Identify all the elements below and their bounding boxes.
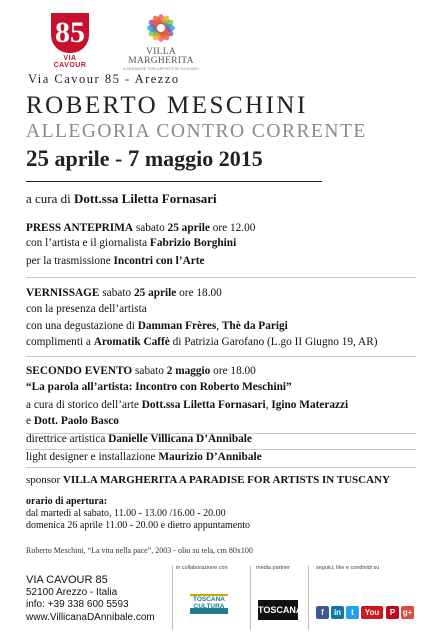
hours-line-1: dal martedì al sabato, 11.00 - 13.00 /16.00 - 20.00 [26,508,226,519]
villa-name-line2: MARGHERITA [128,56,194,66]
end-day: 7 [127,146,140,171]
facebook-icon[interactable]: f [316,606,329,619]
vernissage-heading: VERNISSAGE [26,287,100,299]
credit-director [26,432,252,447]
logo-number: 85 [51,13,89,53]
tv-program: Incontri con l’Arte [113,255,205,267]
press-line-3 [26,254,205,269]
toscana-cultura-text: TOSCANA CULTURA [192,596,226,610]
tasting-brand-2: Thè da Parigi [221,320,288,332]
light-designer-name: Maurizio D’Annibale [158,451,262,463]
twitter-icon[interactable]: t [346,606,359,619]
press-l3a: per la trasmissione [26,255,114,267]
press-heading-line [26,221,255,236]
footer-contact [26,574,155,624]
footer-city: 52100 Arezzo - Italia [26,586,118,598]
start-day: 25 [26,146,49,171]
secondo-when1: sabato [132,365,167,377]
press-when1: sabato [133,222,168,234]
footer-street: VIA CAVOUR 85 [26,574,108,586]
secondo-time: ore 18.00 [210,365,256,377]
villa-name-line1: VILLA [146,47,176,57]
secondo-heading: SECONDO EVENTO [26,365,133,377]
light-label: light designer e installazione [26,451,159,463]
press-line-2 [26,236,236,251]
secondo-line-3 [26,398,348,413]
press-l2a: con l’artista e il giornalista [26,237,150,249]
villa-margherita-logo [118,8,204,70]
vernissage-time: ore 18.00 [176,287,222,299]
youtube-icon[interactable]: You [361,606,383,619]
sponsor-prefix: sponsor [26,474,63,486]
hours-title: orario di apertura: [26,496,108,507]
toscana-tv-logo[interactable]: TOSCANA [258,600,298,620]
divider [26,356,416,357]
footer-separator [308,566,309,630]
exhibition-dates [26,146,263,172]
end-month-year: maggio 2015 [139,146,263,171]
flower-logo-icon [118,8,204,48]
vernissage-line-2: con la presenza dell’artista [26,303,147,315]
cafe-name: Aromatik Caffè [93,336,170,348]
vernissage-heading-line [26,286,222,301]
credit-light [26,450,262,465]
vernissage-day: 25 aprile [133,287,177,299]
sponsor-name: VILLA MARGHERITA A PARADISE FOR ARTISTS IN TUSCANY [62,474,390,486]
linkedin-icon[interactable]: in [331,606,344,619]
curator-prefix: a cura di [26,191,75,206]
google-plus-icon[interactable]: g+ [402,608,413,617]
footer-separator [250,566,251,630]
secondo-heading-line [26,364,256,379]
divider [26,277,416,278]
secondo-line-4 [26,414,119,429]
footer-website[interactable]: www.VillicanaDAnnibale.com [26,611,155,623]
curator-line [26,191,217,207]
vernissage-line-4 [26,335,378,350]
journalist-name: Fabrizio Borghini [149,237,237,249]
footer-separator [172,566,173,630]
pinterest-icon[interactable]: P [386,606,399,619]
vernissage-l3a: con una degustazione di [26,320,138,332]
artwork-caption: Roberto Meschini, “La vita nella pace”, 2003 - olio su tela, cm 80x100 [26,546,253,555]
vernissage-l4a: complimenti a [26,336,94,348]
vernissage-line-3 [26,319,288,334]
curator-name: Dott.ssa Liletta Fornasari [74,191,217,206]
toscana-cultura-logo[interactable] [186,582,232,620]
media-label: media partner [256,565,290,571]
vernissage-when1: sabato [99,287,134,299]
villa-tagline: A PARADISE FOR ARTISTS IN TUSCANY [122,66,200,71]
vernissage-l4c: di Patrizia Garofano (L.go II Giugno 19, AR) [169,336,378,348]
press-day: 25 aprile [167,222,210,234]
secondo-line-2 [26,380,292,395]
director-label: direttrice artistica [26,433,109,445]
villa-name [118,48,204,66]
collab-label: in collaborazione con [176,565,228,571]
divider [26,467,416,468]
vernissage-l3c: , [216,320,222,332]
exhibition-title: ALLEGORIA CONTRO CORRENTE [26,121,367,142]
opening-hours [26,496,250,532]
speaker-2: Igino Materazzi [271,399,349,411]
press-heading: PRESS ANTEPRIMA [26,222,134,234]
tasting-brand-1: Damman Frères [137,320,217,332]
secondo-l4a: e [26,415,34,427]
speaker-3: Dott. Paolo Basco [33,415,119,427]
secondo-l3c: , [265,399,272,411]
logo-sub: VIA CAVOUR [53,55,87,69]
speaker-1: Dott.ssa Liletta Fornasari [141,399,266,411]
talk-title: “La parola all’artista: Incontro con Roberto Meschini” [26,381,292,393]
hours-line-2: domenica 26 aprile 11.00 - 20.00 e dietro appuntamento [26,520,251,531]
footer-phone: info: +39 338 600 5593 [26,599,129,610]
start-month: aprile - [49,146,128,171]
secondo-day: 2 maggio [166,365,211,377]
social-label: seguici, like e condividi su [316,565,380,571]
sponsor-line [26,474,390,486]
director-name: Danielle Villicana D’Annibale [108,433,252,445]
header-address: Via Cavour 85 - Arezzo [28,72,180,86]
via-cavour-85-logo [47,13,93,69]
artist-name: ROBERTO MESCHINI [26,92,308,119]
press-time: ore 12.00 [209,222,256,234]
title-divider [26,181,322,182]
secondo-l3a: a cura di storico dell’arte [26,399,142,411]
